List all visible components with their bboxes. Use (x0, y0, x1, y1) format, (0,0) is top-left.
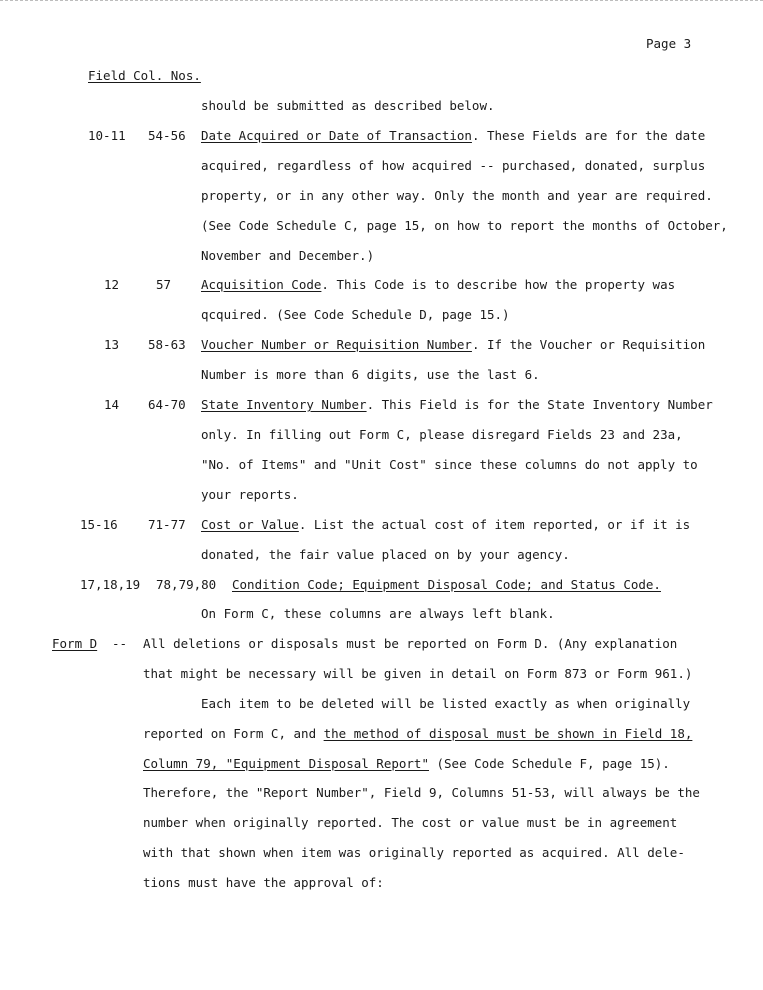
field-number: 17,18,19 (80, 577, 141, 592)
entry-text: On Form C, these columns are always left blank. (201, 606, 555, 621)
form-d-text: that might be necessary will be given in detail on Form 873 or Form 961.) (143, 666, 693, 681)
form-d-text-part: reported on Form C, and (143, 726, 324, 741)
form-d-text: All deletions or disposals must be reported on Form D. (Any explanation (143, 636, 678, 651)
form-d-underlined-text: Column 79, "Equipment Disposal Report" (143, 756, 429, 771)
column-numbers: 64-70 (148, 397, 186, 412)
entry-text: your reports. (201, 487, 299, 502)
entry-text: . This Field is for the State Inventory Number (366, 397, 713, 412)
field-number: 14 (104, 397, 120, 412)
form-d-label: Form D (52, 636, 98, 651)
column-header: Field Col. Nos. (88, 68, 201, 83)
entry-title: State Inventory Number (201, 397, 367, 412)
entry-text: . List the actual cost of item reported, or if it is (298, 517, 691, 532)
form-d-underlined-text: the method of disposal must be shown in Field 18, (323, 726, 693, 741)
entry-first-line (201, 277, 675, 293)
column-numbers: 57 (156, 277, 172, 292)
form-d-text (143, 726, 692, 742)
column-numbers: 58-63 (148, 337, 186, 352)
entry-text: acquired, regardless of how acquired -- purchased, donated, surplus (201, 158, 706, 173)
entry-title: Acquisition Code (201, 277, 322, 292)
entry-title: Voucher Number or Requisition Number (201, 337, 472, 352)
entry-text: property, or in any other way. Only the month and year are required. (201, 188, 713, 203)
entry-first-line (201, 337, 705, 353)
dash: -- (112, 636, 128, 651)
entry-text: donated, the fair value placed on by your agency. (201, 547, 570, 562)
entry-first-line (201, 517, 690, 533)
entry-title: Cost or Value (201, 517, 299, 532)
form-d-text: with that shown when item was originally reported as acquired. All dele- (143, 845, 685, 860)
intro-line: should be submitted as described below. (201, 98, 495, 113)
entry-text: only. In filling out Form C, please disregard Fields 23 and 23a, (201, 427, 683, 442)
entry-first-line (201, 128, 705, 144)
entry-first-line (201, 397, 713, 413)
form-d-text-part: (See Code Schedule F, page 15). (428, 756, 670, 771)
form-d-text: Therefore, the "Report Number", Field 9, Columns 51-53, will always be the (143, 785, 700, 800)
form-d-text: tions must have the approval of: (143, 875, 384, 890)
field-number: 15-16 (80, 517, 118, 532)
field-number: 10-11 (88, 128, 126, 143)
entry-text: "No. of Items" and "Unit Cost" since these columns do not apply to (201, 457, 698, 472)
entry-text: Number is more than 6 digits, use the last 6. (201, 367, 540, 382)
entry-title: Date Acquired or Date of Transaction (201, 128, 472, 143)
entry-title: Condition Code; Equipment Disposal Code; and Status Code. (232, 577, 661, 592)
form-d-text: Each item to be deleted will be listed exactly as when originally (201, 696, 691, 711)
entry-text: qcquired. (See Code Schedule D, page 15.) (201, 307, 510, 322)
form-d-text (143, 756, 670, 772)
page-number: Page 3 (646, 36, 692, 51)
entry-text: November and December.) (201, 248, 375, 263)
field-number: 13 (104, 337, 120, 352)
entry-text: (See Code Schedule C, page 15, on how to report the months of October, (201, 218, 728, 233)
column-numbers: 71-77 (148, 517, 186, 532)
form-d-text: number when originally reported. The cost or value must be in agreement (143, 815, 678, 830)
field-number: 12 (104, 277, 120, 292)
entry-text: . If the Voucher or Requisition (471, 337, 706, 352)
entry-text: . This Code is to describe how the property was (321, 277, 676, 292)
column-numbers: 54-56 (148, 128, 186, 143)
column-numbers: 78,79,80 (156, 577, 217, 592)
page-top-edge (0, 0, 763, 2)
entry-text: . These Fields are for the date (471, 128, 706, 143)
